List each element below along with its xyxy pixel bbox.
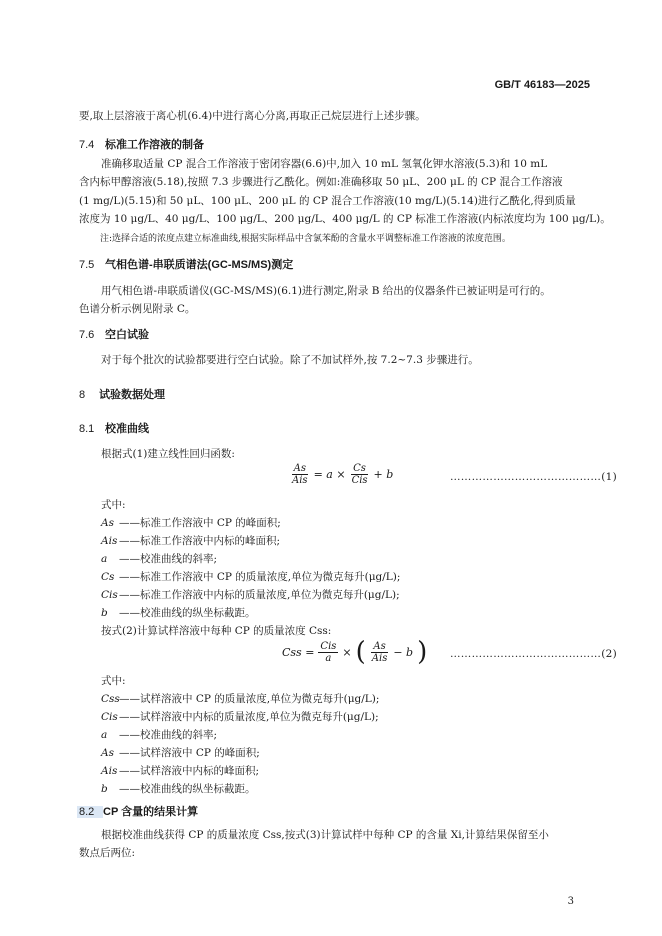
paragraph-line: 浓度为 10 μg/L、40 μg/L、100 μg/L、200 μg/L、400 μg/L 的 CP 标准工作溶液(内标浓度均为 100 μg/L)。 [79,212,611,225]
paragraph-line: 准确移取适量 CP 混合工作溶液于密闭容器(6.6)中,加入 10 mL 氢氧化钾水溶液(5.3)和 10 mL [101,158,548,170]
section-title: 气相色谱-串联质谱法(GC-MS/MS)测定 [105,259,294,271]
section-7-5-paragraph [79,282,589,319]
section-7-4-heading [79,136,204,152]
where-label: 式中: [101,675,126,687]
section-8-2-heading [79,803,198,819]
paragraph-line: 含内标甲醇溶液(5.18),按照 7.3 步骤进行乙酰化。例如:准确移取 50 μL、200 μL 的 CP 混合工作溶液 [79,176,563,189]
fraction-cis-over-a: $\frac{\text{Cis}}{a}$ [320,640,337,664]
page-number: 3 [567,896,574,907]
continuation-line: 要,取上层溶液于离心机(6.4)中进行离心分离,再取正己烷层进行上述步骤。 [79,110,426,122]
equation-2-number: ……………………………………(2) [450,648,617,660]
section-7-4-paragraph [79,155,611,228]
definition-row: Ais ——标准工作溶液中内标的峰面积; [101,535,281,547]
times-operator: × [342,645,352,659]
equation-tail: + b [373,468,394,481]
section-number: 8.1 [79,423,95,435]
definition-row: a ——校准曲线的斜率; [101,553,218,565]
section-number: 7.5 [79,259,95,271]
section-title: 标准工作溶液的制备 [105,139,204,151]
paragraph-line: 数点后两位: [79,847,136,860]
definition-row: b ——校准曲线的纵坐标截距。 [101,783,256,795]
definition-row: Cis——试样溶液中内标的质量浓度,单位为微克每升(μg/L); [101,711,379,723]
section-number: 8.2 [77,806,103,818]
paragraph-line: 用气相色谱-串联质谱仪(GC-MS/MS)(6.1)进行测定,附录 B 给出的仪器条件已被证明是可行的。 [101,285,551,297]
section-7-6-paragraph: 对于每个批次的试验都要进行空白试验。除了不加试样外,按 7.2~7.3 步骤进行。 [101,354,479,366]
fraction-as-over-ais: $\frac{As}{\text{Ais}}$ [371,640,388,664]
definition-row: Cis——标准工作溶液中内标的质量浓度,单位为微克每升(μg/L); [101,589,400,601]
section-7-5-heading [79,256,293,272]
standard-code: GB/T 46183—2025 [494,79,590,91]
paragraph-line: 色谱分析示例见附录 C。 [79,303,196,316]
minus-b: − b [393,645,414,659]
section-number: 7.4 [79,139,95,151]
chapter-8-heading [79,386,165,402]
section-title: CP 含量的结果计算 [103,806,199,818]
note: 注:选择合适的浓度点建立标准曲线,根据实际样品中含氯苯酚的含量水平调整标准工作溶液的浓度范围。 [100,234,511,244]
definition-row: a ——校准曲线的斜率; [101,729,218,741]
paragraph-line: 根据校准曲线获得 CP 的质量浓度 Css,按式(3)计算试样中每种 CP 的含量 Xi,计算结果保留至小 [101,829,549,841]
equation-lhs: Css = [282,645,315,659]
where-label: 式中: [101,499,126,511]
definition-row: Css——试样溶液中 CP 的质量浓度,单位为微克每升(μg/L); [101,693,380,705]
equation-2: Css = $\frac{\text{Cis}}{a}$ × ( $\frac{As}{\text{Ais}}$ − b ) [282,637,428,667]
chapter-title: 试验数据处理 [99,389,165,401]
equation-operator: = a × [313,468,346,481]
section-8-1-heading [79,420,149,436]
definition-row: Ais ——试样溶液中内标的峰面积; [101,765,260,777]
chapter-number: 8 [79,389,86,401]
definition-row: Cs ——标准工作溶液中 CP 的质量浓度,单位为微克每升(μg/L); [101,571,401,583]
paragraph-line: (1 mg/L)(5.15)和 50 μL、100 μL、200 μL 的 CP 混合工作溶液(10 mg/L)(5.14)进行乙酰化,得到质量 [79,194,576,207]
equation-intro: 根据式(1)建立线性回归函数: [101,448,235,460]
equation-2-intro: 按式(2)计算试样溶液中每种 CP 的质量浓度 Css: [101,625,332,637]
section-7-6-heading [79,326,149,342]
equation-1-number: ……………………………………(1) [450,471,617,483]
section-title: 空白试验 [105,329,149,341]
definition-row: b ——校准曲线的纵坐标截距。 [101,607,256,619]
equation-1 [290,463,393,486]
fraction-cs-over-cis: $\frac{Cs}{\text{Cis}}$ [351,463,368,486]
section-number: 7.6 [79,329,95,341]
section-8-2-paragraph [79,826,589,863]
section-title: 校准曲线 [105,423,149,435]
definition-row: As ——标准工作溶液中 CP 的峰面积; [101,517,281,529]
fraction-as-over-ais: $\frac{As}{\text{Ais}}$ [292,463,308,486]
definition-row: As ——试样溶液中 CP 的峰面积; [101,747,260,759]
